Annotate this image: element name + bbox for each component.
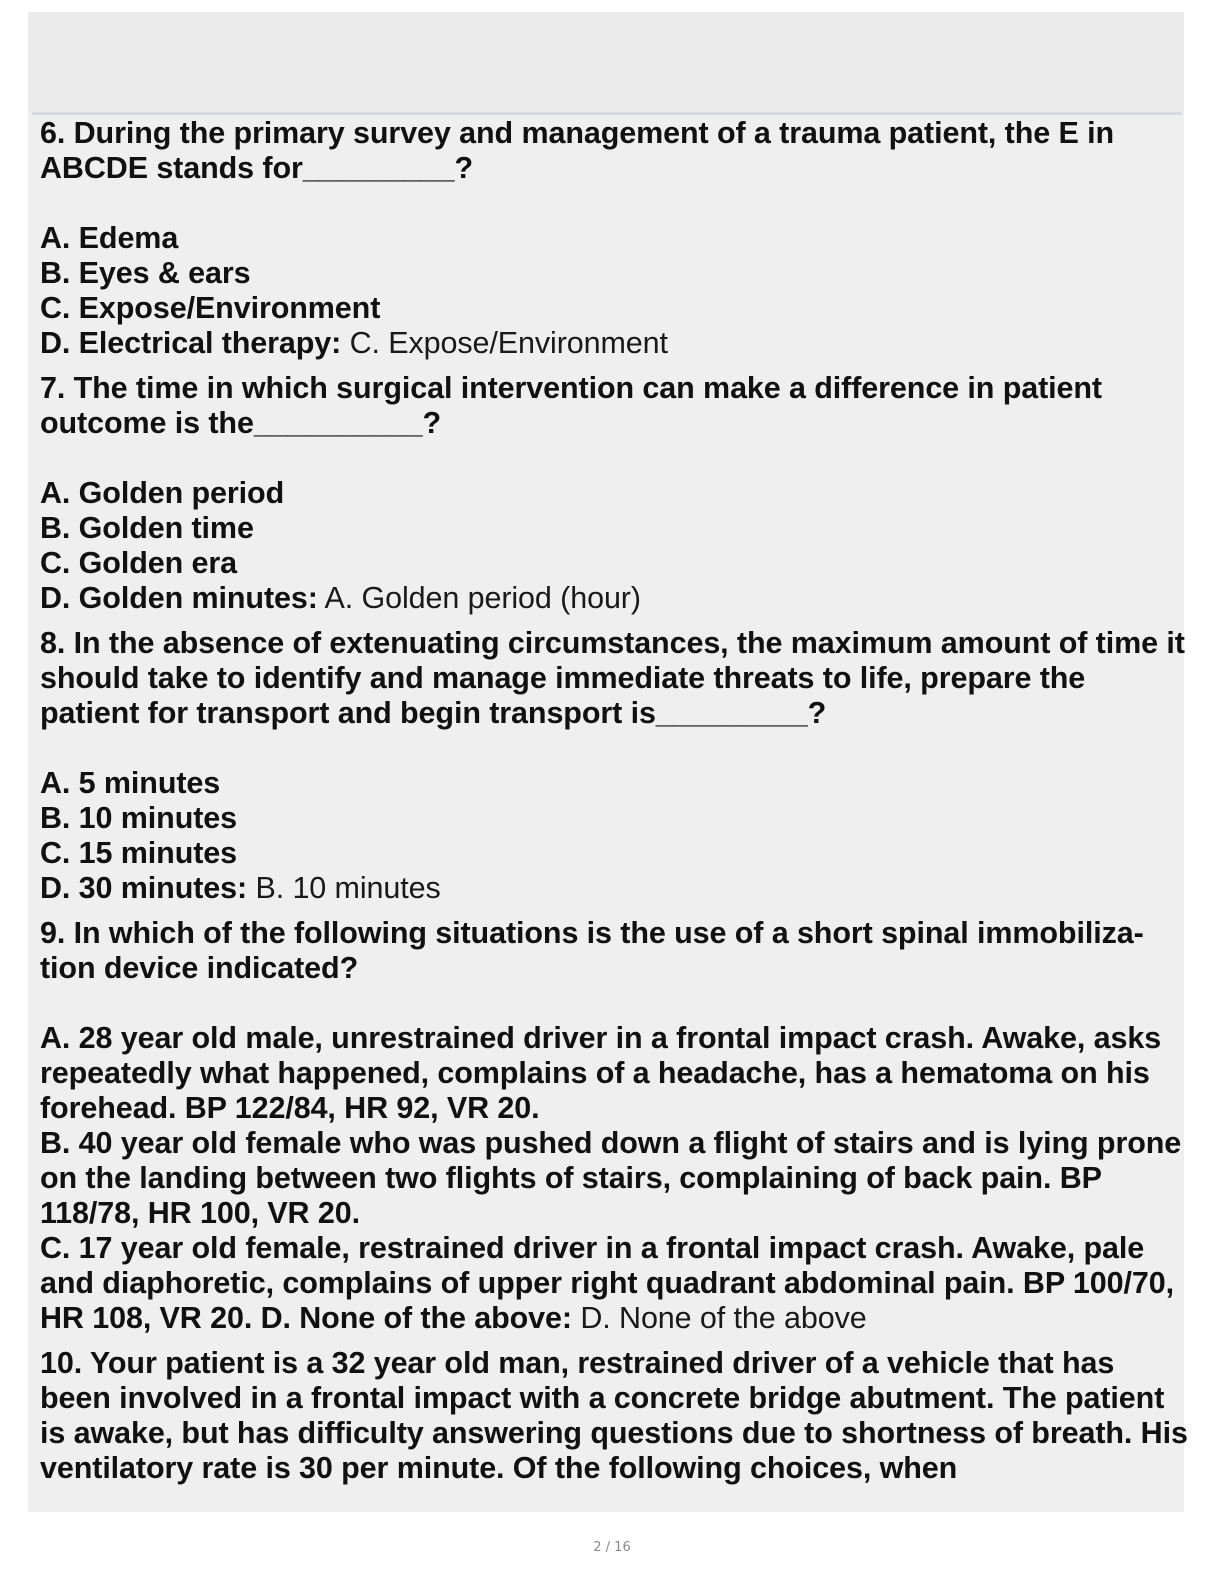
question-stem: 9. In which of the following situations is the use of a short spinal immobiliza-tion device indicated? (40, 916, 1144, 985)
question-stem: 10. Your patient is a 32 year old man, restrained driver of a vehicle that has been involved in a frontal impact with a concrete bridge abutment. The patient is awake, but has difficulty answering questions due to shortness of breath. His ventilatory rate is 30 per minute. Of the following choices, when (40, 1346, 1188, 1485)
answer-text: C. Expose/Environment (341, 326, 668, 360)
answer-text: A. Golden period (hour) (317, 581, 641, 615)
question-stem: 7. The time in which surgical intervention can make a difference in patient outcome is the__________? (40, 371, 1102, 440)
option: A. Edema (40, 221, 179, 255)
option-with-answer: D. 30 minutes: B. 10 minutes (40, 871, 441, 905)
answer-text: D. None of the above (571, 1301, 867, 1335)
question-10 (40, 1346, 1190, 1486)
option: A. 5 minutes (40, 766, 221, 800)
option: A. Golden period (40, 476, 285, 510)
option: B. 10 minutes (40, 801, 238, 835)
answer-text: B. 10 minutes (247, 871, 441, 905)
question-7 (40, 371, 1190, 616)
option: A. 28 year old male, unrestrained driver in a frontal impact crash. Awake, asks repeatedly what happened, complains of a headache, has a hematoma on his forehead. BP 122/84, HR 92, VR 20. (40, 1021, 1162, 1125)
option: C. 15 minutes (40, 836, 238, 870)
question-9 (40, 916, 1190, 1336)
question-stem: 8. In the absence of extenuating circumstances, the maximum amount of time it should take to identify and manage immediate threats to life, prepare the patient for transport and begin transport is_________? (40, 626, 1185, 730)
option-with-answer: D. Electrical therapy: C. Expose/Environment (40, 326, 668, 360)
option: B. 40 year old female who was pushed down a flight of stairs and is lying prone on the landing between two flights of stairs, complaining of back pain. BP 118/78, HR 100, VR 20. (40, 1126, 1182, 1230)
document-page (28, 12, 1188, 1512)
question-6 (40, 116, 1190, 361)
option: C. Golden era (40, 546, 237, 580)
option: C. Expose/Environment (40, 291, 381, 325)
question-stem: 6. During the primary survey and management of a trauma patient, the E in ABCDE stands for_________? (40, 116, 1115, 185)
option-with-answer: C. 17 year old female, restrained driver in a frontal impact crash. Awake, pale and diaphoretic, complains of upper right quadrant abdominal pain. BP 100/70, HR 108, VR 20. D. None of the above: D. None of the above (40, 1231, 1174, 1335)
question-8 (40, 626, 1190, 906)
header-divider (32, 112, 1182, 115)
option-with-answer: D. Golden minutes: A. Golden period (hour) (40, 581, 641, 615)
option: B. Eyes & ears (40, 256, 251, 290)
page-indicator: 2 / 16 (593, 1540, 631, 1555)
option: B. Golden time (40, 511, 254, 545)
page-content (40, 116, 1190, 1486)
page-header-band (28, 12, 1184, 112)
